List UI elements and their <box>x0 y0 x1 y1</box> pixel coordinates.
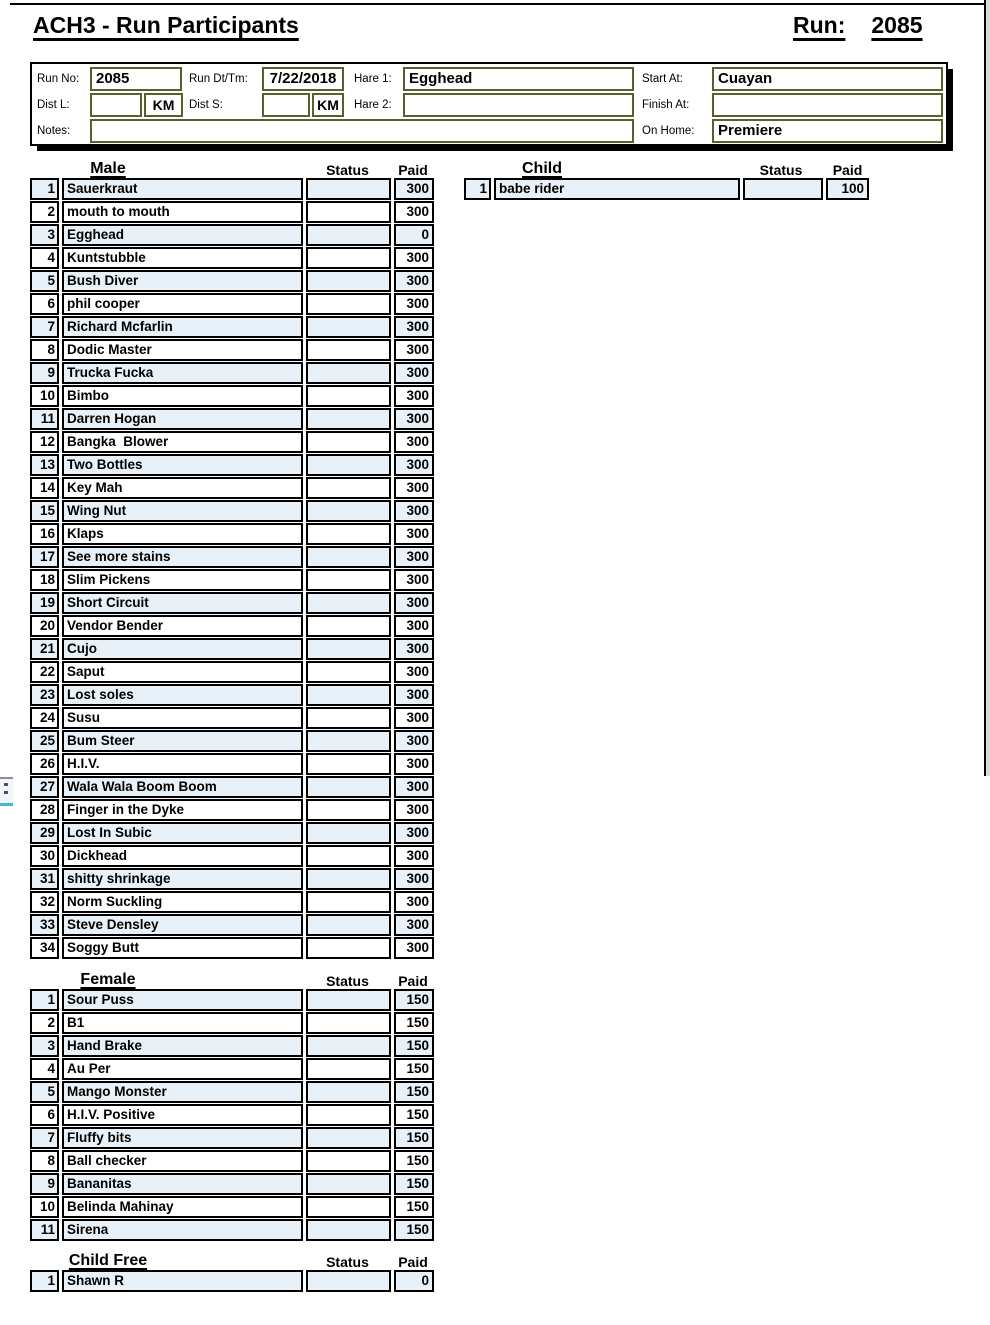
status-cell[interactable] <box>306 247 391 269</box>
female-table-header <box>30 967 434 989</box>
paid-cell[interactable]: 300 <box>394 339 434 361</box>
status-cell[interactable] <box>306 822 391 844</box>
name-cell[interactable]: Cujo <box>62 638 303 660</box>
name-cell[interactable]: Wala Wala Boom Boom <box>62 776 303 798</box>
paid-cell[interactable]: 300 <box>394 408 434 430</box>
child-free-section-title: Child Free <box>68 1252 148 1269</box>
dist-s-field[interactable] <box>262 93 310 117</box>
status-cell[interactable] <box>306 1104 391 1126</box>
finish-at-label: Finish At: <box>642 99 690 111</box>
row-number-cell: 11 <box>30 408 59 430</box>
table-row <box>30 431 434 453</box>
paid-cell[interactable]: 300 <box>394 454 434 476</box>
name-cell[interactable]: Darren Hogan <box>62 408 303 430</box>
name-cell[interactable]: Two Bottles <box>62 454 303 476</box>
paid-cell[interactable]: 300 <box>394 477 434 499</box>
status-cell[interactable] <box>306 293 391 315</box>
status-cell[interactable] <box>306 523 391 545</box>
paid-cell[interactable]: 300 <box>394 293 434 315</box>
child-free-table <box>30 1248 434 1293</box>
name-cell[interactable]: Mango Monster <box>62 1081 303 1103</box>
table-row <box>30 477 434 499</box>
child-table <box>464 156 869 201</box>
name-cell[interactable]: Slim Pickens <box>62 569 303 591</box>
row-number-cell: 3 <box>30 1035 59 1057</box>
name-cell[interactable]: Sauerkraut <box>62 178 303 200</box>
start-at-field[interactable]: Cuayan <box>712 67 943 91</box>
status-cell[interactable] <box>306 707 391 729</box>
table-row <box>30 730 434 752</box>
paid-cell[interactable]: 300 <box>394 661 434 683</box>
name-cell[interactable]: Shawn R <box>62 1270 303 1292</box>
status-cell[interactable] <box>306 638 391 660</box>
table-row <box>30 753 434 775</box>
paid-cell[interactable]: 300 <box>394 569 434 591</box>
name-cell[interactable]: Bum Steer <box>62 730 303 752</box>
table-row <box>30 1196 434 1218</box>
row-number-cell: 6 <box>30 293 59 315</box>
paid-cell[interactable]: 300 <box>394 270 434 292</box>
name-cell[interactable]: mouth to mouth <box>62 201 303 223</box>
status-cell[interactable] <box>306 316 391 338</box>
row-number-cell: 33 <box>30 914 59 936</box>
status-cell[interactable] <box>306 989 391 1011</box>
status-cell[interactable] <box>306 477 391 499</box>
table-row <box>30 270 434 292</box>
table-row <box>30 1270 434 1292</box>
paid-cell[interactable]: 300 <box>394 316 434 338</box>
status-column-header: Status <box>326 973 369 989</box>
table-row <box>30 989 434 1011</box>
status-column-header: Status <box>326 162 369 178</box>
page-boundary-top <box>10 3 986 5</box>
name-cell[interactable]: Lost soles <box>62 684 303 706</box>
hare2-field[interactable] <box>403 93 634 117</box>
table-row <box>464 178 869 200</box>
dist-l-unit: KM <box>144 93 183 117</box>
status-cell[interactable] <box>306 1150 391 1172</box>
table-row <box>30 937 434 959</box>
row-number-cell: 9 <box>30 1173 59 1195</box>
name-cell[interactable]: Bangka Blower <box>62 431 303 453</box>
row-number-cell: 1 <box>30 178 59 200</box>
status-cell[interactable] <box>306 1196 391 1218</box>
name-cell[interactable]: Short Circuit <box>62 592 303 614</box>
paid-cell[interactable]: 300 <box>394 937 434 959</box>
table-row <box>30 500 434 522</box>
status-cell[interactable] <box>306 178 391 200</box>
male-table <box>30 156 434 960</box>
paid-cell[interactable]: 150 <box>394 1127 434 1149</box>
table-row <box>30 822 434 844</box>
paid-cell[interactable]: 0 <box>394 1270 434 1292</box>
on-home-field[interactable]: Premiere <box>712 119 943 143</box>
paid-cell[interactable]: 300 <box>394 914 434 936</box>
paid-cell[interactable]: 300 <box>394 638 434 660</box>
status-cell[interactable] <box>306 799 391 821</box>
table-row <box>30 1150 434 1172</box>
row-number-cell: 34 <box>30 937 59 959</box>
run-label: Run: <box>793 12 846 38</box>
row-number-cell: 17 <box>30 546 59 568</box>
row-number-cell: 32 <box>30 891 59 913</box>
row-number-cell: 31 <box>30 868 59 890</box>
child-section-title: Child <box>522 160 562 177</box>
status-cell[interactable] <box>306 845 391 867</box>
status-cell[interactable] <box>306 684 391 706</box>
paid-column-header: Paid <box>398 162 428 178</box>
table-row <box>30 362 434 384</box>
row-number-cell: 1 <box>30 989 59 1011</box>
status-cell[interactable] <box>306 1219 391 1241</box>
status-cell[interactable] <box>306 1127 391 1149</box>
table-row <box>30 638 434 660</box>
name-cell[interactable]: Key Mah <box>62 477 303 499</box>
table-row <box>30 408 434 430</box>
table-row <box>30 799 434 821</box>
table-row <box>30 891 434 913</box>
paid-cell[interactable]: 150 <box>394 1035 434 1057</box>
paid-cell[interactable]: 300 <box>394 247 434 269</box>
row-number-cell: 8 <box>30 1150 59 1172</box>
paid-cell[interactable]: 300 <box>394 822 434 844</box>
name-cell[interactable]: Belinda Mahinay <box>62 1196 303 1218</box>
name-cell[interactable]: shitty shrinkage <box>62 868 303 890</box>
name-cell[interactable]: H.I.V. <box>62 753 303 775</box>
table-row <box>30 684 434 706</box>
table-row <box>30 868 434 890</box>
paid-cell[interactable]: 300 <box>394 178 434 200</box>
male-table-header <box>30 156 434 178</box>
table-row <box>30 178 434 200</box>
row-number-cell: 26 <box>30 753 59 775</box>
name-cell[interactable]: Dickhead <box>62 845 303 867</box>
name-cell[interactable]: Lost In Subic <box>62 822 303 844</box>
name-cell[interactable]: Egghead <box>62 224 303 246</box>
table-row <box>30 454 434 476</box>
status-cell[interactable] <box>306 615 391 637</box>
row-number-cell: 9 <box>30 362 59 384</box>
table-row <box>30 316 434 338</box>
finish-at-field[interactable] <box>712 93 943 117</box>
name-cell[interactable]: Sour Puss <box>62 989 303 1011</box>
row-number-cell: 28 <box>30 799 59 821</box>
male-rows <box>30 178 434 959</box>
table-row <box>30 1173 434 1195</box>
row-number-cell: 22 <box>30 661 59 683</box>
status-cell[interactable] <box>306 224 391 246</box>
name-cell[interactable]: Ball checker <box>62 1150 303 1172</box>
status-cell[interactable] <box>306 661 391 683</box>
paid-cell[interactable]: 300 <box>394 707 434 729</box>
name-cell[interactable]: phil cooper <box>62 293 303 315</box>
status-column-header: Status <box>326 1254 369 1270</box>
table-row <box>30 661 434 683</box>
row-number-cell: 4 <box>30 247 59 269</box>
status-cell[interactable] <box>306 270 391 292</box>
row-number-cell: 8 <box>30 339 59 361</box>
row-number-cell: 10 <box>30 385 59 407</box>
table-row <box>30 1012 434 1034</box>
paid-cell[interactable]: 300 <box>394 362 434 384</box>
run-number: 2085 <box>871 12 923 38</box>
name-cell[interactable]: Dodic Master <box>62 339 303 361</box>
row-number-cell: 24 <box>30 707 59 729</box>
paid-cell[interactable]: 300 <box>394 201 434 223</box>
paid-cell[interactable]: 150 <box>394 1150 434 1172</box>
name-cell[interactable]: Saput <box>62 661 303 683</box>
table-row <box>30 523 434 545</box>
name-cell[interactable]: babe rider <box>494 178 740 200</box>
table-row <box>30 707 434 729</box>
table-row <box>30 914 434 936</box>
row-number-cell: 2 <box>30 201 59 223</box>
name-cell[interactable]: Bimbo <box>62 385 303 407</box>
status-cell[interactable] <box>306 454 391 476</box>
table-row <box>30 1058 434 1080</box>
row-number-cell: 25 <box>30 730 59 752</box>
status-cell[interactable] <box>306 730 391 752</box>
status-cell[interactable] <box>306 753 391 775</box>
notes-field[interactable] <box>90 119 634 143</box>
row-number-cell: 3 <box>30 224 59 246</box>
status-cell[interactable] <box>306 592 391 614</box>
status-cell[interactable] <box>306 868 391 890</box>
paid-column-header: Paid <box>832 162 863 178</box>
row-number-cell: 12 <box>30 431 59 453</box>
name-cell[interactable]: Richard Mcfarlin <box>62 316 303 338</box>
status-cell[interactable] <box>306 1173 391 1195</box>
notes-label: Notes: <box>37 125 71 137</box>
row-number-cell: 21 <box>30 638 59 660</box>
status-cell[interactable] <box>306 385 391 407</box>
paid-cell[interactable]: 150 <box>394 1196 434 1218</box>
status-column-header: Status <box>759 162 803 178</box>
name-cell[interactable]: Wing Nut <box>62 500 303 522</box>
run-header <box>793 12 923 39</box>
name-cell[interactable]: Au Per <box>62 1058 303 1080</box>
row-number-cell: 6 <box>30 1104 59 1126</box>
row-number-cell: 30 <box>30 845 59 867</box>
paid-cell[interactable]: 300 <box>394 730 434 752</box>
name-cell[interactable]: Trucka Fucka <box>62 362 303 384</box>
status-cell[interactable] <box>306 914 391 936</box>
paid-cell[interactable]: 300 <box>394 776 434 798</box>
paid-cell[interactable]: 150 <box>394 989 434 1011</box>
name-cell[interactable]: Vendor Bender <box>62 615 303 637</box>
status-cell[interactable] <box>306 1012 391 1034</box>
female-rows <box>30 989 434 1241</box>
paid-cell[interactable]: 300 <box>394 546 434 568</box>
row-number-cell: 4 <box>30 1058 59 1080</box>
page-title: ACH3 - Run Participants <box>33 12 299 38</box>
table-row <box>30 615 434 637</box>
run-date-field[interactable]: 7/22/2018 <box>262 67 344 91</box>
child-rows <box>464 178 869 200</box>
paid-cell[interactable]: 300 <box>394 385 434 407</box>
status-cell[interactable] <box>306 569 391 591</box>
row-number-cell: 15 <box>30 500 59 522</box>
row-number-cell: 14 <box>30 477 59 499</box>
dist-s-label: Dist S: <box>189 99 223 111</box>
run-info-form <box>30 62 948 146</box>
child-free-table-header <box>30 1248 434 1270</box>
paid-cell[interactable]: 150 <box>394 1081 434 1103</box>
dist-l-label: Dist L: <box>37 99 70 111</box>
name-cell[interactable]: B1 <box>62 1012 303 1034</box>
name-cell[interactable]: Sirena <box>62 1219 303 1241</box>
paid-cell[interactable]: 300 <box>394 753 434 775</box>
paid-cell[interactable]: 300 <box>394 868 434 890</box>
table-row <box>30 247 434 269</box>
row-number-cell: 27 <box>30 776 59 798</box>
table-row <box>30 1035 434 1057</box>
paid-cell[interactable]: 150 <box>394 1058 434 1080</box>
paid-cell[interactable]: 150 <box>394 1012 434 1034</box>
name-cell[interactable]: Steve Densley <box>62 914 303 936</box>
status-cell[interactable] <box>306 1035 391 1057</box>
hare1-field[interactable]: Egghead <box>403 67 634 91</box>
run-no-label: Run No: <box>37 73 80 85</box>
table-row <box>30 293 434 315</box>
paid-cell[interactable]: 300 <box>394 431 434 453</box>
paid-cell[interactable]: 300 <box>394 500 434 522</box>
name-cell[interactable]: Finger in the Dyke <box>62 799 303 821</box>
row-number-cell: 13 <box>30 454 59 476</box>
paid-cell[interactable]: 300 <box>394 523 434 545</box>
paid-cell[interactable]: 100 <box>826 178 869 200</box>
child-free-rows <box>30 1270 434 1292</box>
name-cell[interactable]: Fluffy bits <box>62 1127 303 1149</box>
status-cell[interactable] <box>306 1270 391 1292</box>
clipped-floating-object <box>0 777 13 806</box>
name-cell[interactable]: Bananitas <box>62 1173 303 1195</box>
name-cell[interactable]: Klaps <box>62 523 303 545</box>
status-cell[interactable] <box>306 339 391 361</box>
table-row <box>30 546 434 568</box>
status-cell[interactable] <box>306 362 391 384</box>
paid-cell[interactable]: 300 <box>394 592 434 614</box>
female-section-title: Female <box>80 971 136 988</box>
row-number-cell: 19 <box>30 592 59 614</box>
paid-cell[interactable]: 300 <box>394 615 434 637</box>
status-cell[interactable] <box>306 1058 391 1080</box>
name-cell[interactable]: See more stains <box>62 546 303 568</box>
status-cell[interactable] <box>306 431 391 453</box>
table-row <box>30 1081 434 1103</box>
row-number-cell: 1 <box>30 1270 59 1292</box>
status-cell[interactable] <box>306 546 391 568</box>
paid-column-header: Paid <box>398 1254 428 1270</box>
row-number-cell: 1 <box>464 178 491 200</box>
paid-cell[interactable]: 300 <box>394 799 434 821</box>
dist-s-unit: KM <box>312 93 344 117</box>
status-cell[interactable] <box>306 937 391 959</box>
table-row <box>30 845 434 867</box>
hare1-label: Hare 1: <box>354 73 392 85</box>
table-row <box>30 224 434 246</box>
paid-cell[interactable]: 0 <box>394 224 434 246</box>
name-cell[interactable]: Susu <box>62 707 303 729</box>
name-cell[interactable]: Kuntstubble <box>62 247 303 269</box>
run-no-field[interactable]: 2085 <box>90 67 182 91</box>
paid-cell[interactable]: 150 <box>394 1219 434 1241</box>
start-at-label: Start At: <box>642 73 683 85</box>
female-table <box>30 967 434 1242</box>
name-cell[interactable]: Bush Diver <box>62 270 303 292</box>
status-cell[interactable] <box>306 1081 391 1103</box>
status-cell[interactable] <box>306 408 391 430</box>
paid-cell[interactable]: 150 <box>394 1104 434 1126</box>
paid-cell[interactable]: 300 <box>394 845 434 867</box>
row-number-cell: 23 <box>30 684 59 706</box>
row-number-cell: 7 <box>30 1127 59 1149</box>
hare2-label: Hare 2: <box>354 99 392 111</box>
row-number-cell: 5 <box>30 270 59 292</box>
status-cell[interactable] <box>306 776 391 798</box>
run-dt-label: Run Dt/Tm: <box>189 73 248 85</box>
status-cell[interactable] <box>306 891 391 913</box>
paid-cell[interactable]: 300 <box>394 684 434 706</box>
row-number-cell: 2 <box>30 1012 59 1034</box>
male-section-title: Male <box>90 160 126 177</box>
row-number-cell: 11 <box>30 1219 59 1241</box>
name-cell[interactable]: Norm Suckling <box>62 891 303 913</box>
status-cell[interactable] <box>743 178 823 200</box>
table-row <box>30 385 434 407</box>
table-row <box>30 339 434 361</box>
paid-column-header: Paid <box>398 973 428 989</box>
table-row <box>30 569 434 591</box>
row-number-cell: 29 <box>30 822 59 844</box>
table-row <box>30 201 434 223</box>
table-row <box>30 1127 434 1149</box>
on-home-label: On Home: <box>642 125 695 137</box>
row-number-cell: 7 <box>30 316 59 338</box>
name-cell[interactable]: H.I.V. Positive <box>62 1104 303 1126</box>
table-row <box>30 776 434 798</box>
row-number-cell: 5 <box>30 1081 59 1103</box>
table-row <box>30 1219 434 1241</box>
page-margin-strip <box>986 0 990 776</box>
name-cell[interactable]: Soggy Butt <box>62 937 303 959</box>
dist-l-field[interactable] <box>90 93 142 117</box>
paid-cell[interactable]: 300 <box>394 891 434 913</box>
paid-cell[interactable]: 150 <box>394 1173 434 1195</box>
row-number-cell: 10 <box>30 1196 59 1218</box>
table-row <box>30 592 434 614</box>
status-cell[interactable] <box>306 500 391 522</box>
row-number-cell: 16 <box>30 523 59 545</box>
row-number-cell: 20 <box>30 615 59 637</box>
status-cell[interactable] <box>306 201 391 223</box>
row-number-cell: 18 <box>30 569 59 591</box>
child-table-header <box>464 156 869 178</box>
name-cell[interactable]: Hand Brake <box>62 1035 303 1057</box>
table-row <box>30 1104 434 1126</box>
